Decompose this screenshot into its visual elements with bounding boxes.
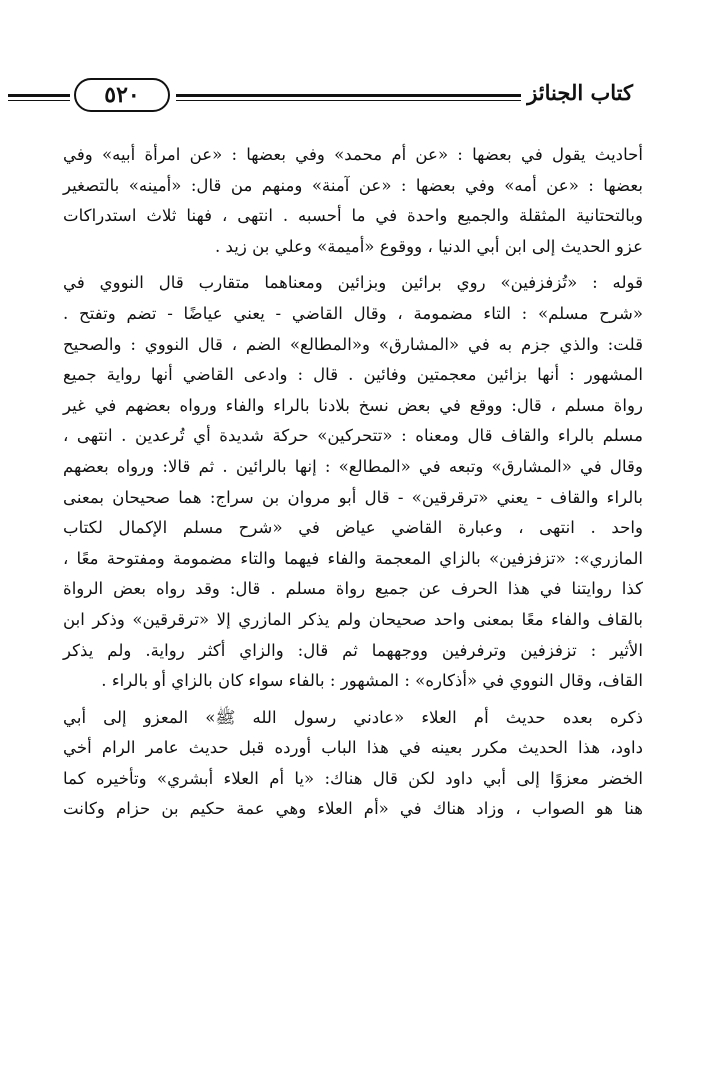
page-number: ٥٢٠: [74, 78, 170, 112]
running-head: [0, 78, 703, 118]
text-line: قلت: والذي جزم به في «المشارق» و«المطالع» الضم ، قال النووي : والصحيح: [63, 334, 643, 354]
header-rule-left: [8, 94, 70, 97]
text-line: ذكره بعده حديث أم العلاء «عادني رسول الله ﷺ» المعزو إلى أبي: [63, 707, 643, 727]
text-line: القاف، وقال النووي في «أذكاره» : المشهور : بالفاء سواء كان بالزاي أو بالراء .: [101, 671, 643, 691]
text-line: بالراء والقاف - يعني «ترقرقين» - قال أبو مروان بن سراج: هما صحيحان بمعنى: [63, 487, 643, 507]
text-line: أحاديث يقول في بعضها : «عن أم محمد» وفي بعضها : «عن امرأة أبيه» وفي: [63, 145, 643, 164]
text-line: رواة مسلم ، قال: ووقع في بعض نسخ بلادنا بالراء والفاء ورواه بعضهم في غير: [63, 395, 643, 415]
paragraph-3: [63, 703, 643, 825]
text-line: هنا هو الصواب ، وزاد هناك في «أم العلاء وهي عمة حكيم بن حزام وكانت: [63, 799, 643, 819]
paragraph-2: [63, 268, 643, 696]
header-rule-right: [176, 94, 521, 97]
text-line: داود، هذا الحديث مكرر بعينه في هذا الباب أورده قبل حديث عامر الرام أخي: [63, 738, 643, 758]
text-line: الخضر معزوًا إلى أبي داود لكن قال هناك: «يا أم العلاء أبشري» وتأخيره كما: [63, 768, 643, 788]
text-line: قوله : «تُزفزفين» روي برائين وبزائين ومعناهما متقارب قال النووي في: [63, 273, 643, 293]
paragraph-1: [63, 140, 643, 262]
body-text: [63, 140, 643, 825]
text-line: المازري»: «تزفزفين» بالزاي المعجمة والفاء فيهما والتاء مضمومة ومفتوحة معًا ،: [63, 548, 643, 568]
text-line: مسلم بالراء والقاف قال ومعناه : «تتحركين» حركة شديدة أي تُرعدين . انتهى ،: [63, 426, 643, 446]
book-title: كتاب الجنائز: [527, 80, 633, 105]
text-line: «شرح مسلم» : التاء مضمومة ، وقال القاضي - يعني عياضًا - تضم وتفتح .: [63, 303, 643, 323]
text-line: كذا روايتنا في هذا الحرف عن جميع رواة مسلم . قال: وقد رواه بعض الرواة: [63, 579, 643, 599]
text-line: واحد . انتهى ، وعبارة القاضي عياض في «شرح مسلم الإكمال لكتاب: [63, 518, 643, 538]
text-line: وبالتحتانية المثقلة والجميع واحدة في ما أحسبه . انتهى ، فهنا ثلاث استدراكات: [63, 206, 643, 226]
text-line: بالقاف والفاء معًا بمعنى واحد صحيحان ولم يذكر المازري إلا «ترقرقين» وذكر ابن: [63, 609, 643, 629]
text-line: عزو الحديث إلى ابن أبي الدنيا ، ووقوع «أميمة» وعلي بن زيد .: [214, 236, 643, 256]
text-line: الأثير : تزفزفين وترفرفين ووجههما ثم قال: والزاي أكثر رواية. ولم يذكر: [63, 640, 643, 660]
text-line: وقال في «المشارق» وتبعه في «المطالع» : إنها بالرائين . ثم قالا: ورواه بعضهم: [63, 456, 643, 476]
text-line: المشهور : أنها بزائين معجمتين وفائين . قال : وادعى القاضي أنها رواية جميع: [63, 365, 643, 385]
text-line: بعضها : «عن أمه» وفي بعضها : «عن آمنة» ومنهم من قال: «أمينه» بالتصغير: [63, 175, 643, 195]
